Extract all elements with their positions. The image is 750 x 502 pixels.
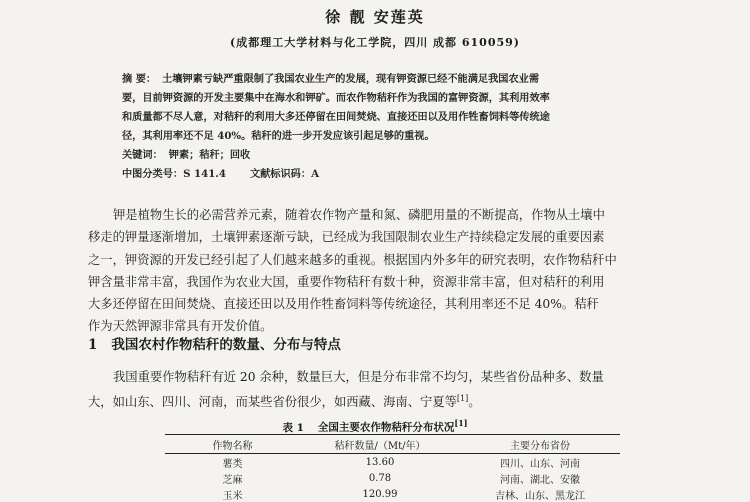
intro-paragraph — [88, 204, 678, 338]
cell-provinces: 四川、山东、河南 — [500, 458, 580, 470]
cell-amount: 13.60 — [365, 456, 395, 468]
intro-line: 钾是植物生长的必需营养元素，随着农作物产量和氮、磷肥用量的不断提高，作物从土壤中 — [113, 208, 605, 222]
clc-value: S 141.4 — [183, 168, 226, 180]
doc-code-label: 文献标识码： — [249, 168, 312, 180]
intro-line: 大多还停留在田间焚烧、直接还田以及用作牲畜饲料等传统途径，其利用率还不足 40%。秸秆 — [88, 297, 599, 312]
citation: [1] — [456, 394, 469, 404]
abstract-block — [122, 70, 667, 184]
cell-crop: 芝麻 — [222, 474, 243, 486]
abstract-line — [122, 70, 667, 89]
cell-provinces: 河南、湖北、安徽 — [500, 474, 580, 486]
doc-code-value: A — [311, 168, 319, 180]
table-citation: [1] — [454, 418, 468, 428]
col-header-provinces: 主要分布省份 — [460, 435, 620, 454]
table-row — [165, 454, 620, 471]
intro-line: 作为天然钾源非常具有开发价值。 — [88, 319, 273, 334]
section-heading — [88, 333, 341, 353]
keywords-label: 关键词： — [122, 149, 163, 161]
table-title: 全国主要农作物秸秆分布状况 — [317, 421, 455, 434]
col-header-amount: 秸秆数量/（Mt/年） — [300, 435, 460, 454]
keywords-line — [122, 146, 667, 165]
table-caption — [0, 418, 750, 435]
intro-line: 之一，钾资源的开发已经引起了人们越来越多的重视。根据国内外多年的研究表明，农作物秸秆中 — [88, 252, 617, 267]
cell-provinces: 吉林、山东、黑龙江 — [495, 490, 585, 502]
section-number: 1 — [88, 337, 98, 353]
clc-label: 中图分类号： — [122, 168, 184, 180]
keywords-text: 钾素；秸秆；回收 — [168, 149, 251, 161]
table-row — [165, 470, 620, 486]
table-number: 表 1 — [282, 421, 304, 434]
intro-line: 移走的钾量逐渐增加，土壤钾素逐渐亏缺，已经成为我国限制农业生产持续稳定发展的重要因素 — [88, 230, 605, 245]
section-line-text: 大，如山东、四川、河南，而某些省份很少，如西藏、海南、宁夏等 — [88, 395, 457, 410]
crop-straw-table — [165, 434, 620, 502]
section-title: 我国农村作物秸秆的数量、分布与特点 — [111, 337, 341, 353]
abstract-label: 摘 要： — [122, 73, 157, 85]
abstract-text: 土壤钾素亏缺严重限制了我国农业生产的发展，现有钾资源已经不能满足我国农业需 — [162, 73, 540, 85]
cell-crop: 玉米 — [222, 490, 243, 502]
cell-amount: 120.99 — [362, 488, 398, 500]
cell-crop: 薯类 — [222, 458, 243, 470]
cell-amount: 0.78 — [368, 472, 392, 484]
classification-line — [122, 165, 667, 184]
section-line-end: 。 — [468, 395, 481, 410]
intro-line: 钾含量非常丰富，我国作为农业大国，重要作物秸秆有数十种，资源非常丰富，但对秸秆的利用 — [88, 274, 605, 289]
section-line: 我国重要作物秸秆有近 20 余种，数量巨大，但是分布非常不均匀，某些省份品种多、数量 — [113, 370, 604, 384]
authors: 徐 靓 安莲英 — [325, 8, 425, 26]
section-paragraph — [88, 366, 678, 414]
abstract-line: 径，其利用率还不足 40%。秸秆的进一步开发应该引起足够的重视。 — [122, 130, 435, 142]
table-header-row — [165, 435, 620, 454]
affiliation: (成都理工大学材料与化工学院，四川 成都 610059) — [230, 36, 520, 49]
abstract-line: 要，目前钾资源的开发主要集中在海水和钾矿。而农作物秸秆作为我国的富钾资源，其利用效率 — [122, 92, 550, 104]
abstract-line: 和质量都不尽人意，对秸秆的利用大多还停留在田间焚烧、直接还田以及用作牲畜饲料等传统途 — [122, 111, 550, 123]
section-line — [88, 388, 678, 413]
col-header-crop: 作物名称 — [165, 435, 300, 454]
